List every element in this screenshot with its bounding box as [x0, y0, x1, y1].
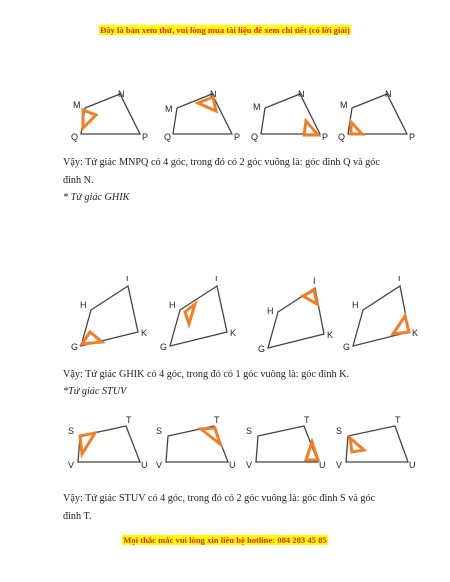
- vertex-label: U: [319, 460, 326, 470]
- ghik-figure-2: [160, 276, 236, 352]
- stuv-figure-row: [60, 412, 420, 472]
- vertex-label: P: [409, 132, 416, 142]
- vertex-label: S: [336, 426, 343, 436]
- vertex-label: N: [385, 89, 392, 99]
- stuv-figure-3: [246, 415, 326, 470]
- mnpq-figure-1: [71, 89, 148, 142]
- stuv-figure-2: [156, 415, 236, 470]
- conclusion-stuv: Vậy: Tứ giác STUV có 4 góc, trong đó có 2 góc vuông là: góc đỉnh S và góc đỉnh T.: [63, 493, 376, 522]
- mnpq-figure-row: [60, 88, 420, 144]
- vertex-label: Q: [71, 132, 79, 142]
- vertex-label: P: [142, 132, 149, 142]
- conclusion-mnpq: Vậy: Tứ giác MNPQ có 4 góc, trong đó có 2 góc vuông là: góc đỉnh Q và góc đỉnh N.: [63, 157, 380, 186]
- vertex-label: I: [398, 276, 401, 283]
- top-notice-text: Đây là bản xem thử, vui lòng mua tài liệu để xem chi tiết (có lời giải): [100, 25, 350, 35]
- vertex-label: T: [214, 415, 220, 425]
- vertex-label: P: [322, 132, 329, 142]
- vertex-label: Q: [251, 132, 259, 142]
- ghik-figure-1: [71, 276, 147, 352]
- vertex-label: H: [169, 300, 176, 310]
- mnpq-figure-2: [164, 89, 240, 142]
- vertex-label: T: [126, 415, 132, 425]
- vertex-label: M: [253, 102, 261, 112]
- vertex-label: M: [340, 100, 348, 110]
- vertex-label: U: [141, 460, 148, 470]
- ghik-figure-4: [343, 276, 418, 352]
- vertex-label: N: [298, 89, 305, 99]
- heading-stuv: *Tứ giác STUV: [63, 386, 127, 397]
- vertex-label: V: [336, 460, 343, 470]
- vertex-label: P: [234, 132, 241, 142]
- vertex-label: N: [118, 89, 125, 99]
- vertex-label: I: [215, 276, 218, 283]
- vertex-label: S: [68, 426, 75, 436]
- ghik-figure-3: [258, 276, 333, 354]
- vertex-label: T: [395, 415, 401, 425]
- vertex-label: U: [229, 460, 236, 470]
- stuv-figure-4: [336, 415, 416, 470]
- vertex-label: U: [409, 460, 416, 470]
- vertex-label: T: [304, 415, 310, 425]
- mnpq-figure-4: [338, 89, 415, 142]
- vertex-label: Q: [338, 132, 346, 142]
- vertex-label: I: [126, 276, 129, 283]
- top-notice: [0, 25, 450, 35]
- vertex-label: M: [165, 104, 173, 114]
- conclusion-ghik: Vậy: Tứ giác GHIK có 4 góc, trong đó có 1 góc vuông là: góc đỉnh K.: [63, 369, 349, 380]
- vertex-label: V: [68, 460, 75, 470]
- ghik-figure-row: [60, 276, 420, 356]
- vertex-label: N: [210, 89, 217, 99]
- stuv-figure-1: [68, 415, 148, 470]
- vertex-label: V: [156, 460, 163, 470]
- vertex-label: G: [343, 342, 351, 352]
- vertex-label: I: [313, 276, 316, 286]
- vertex-label: S: [246, 426, 253, 436]
- vertex-label: K: [141, 328, 148, 338]
- vertex-label: G: [160, 342, 168, 352]
- bottom-notice: [0, 535, 450, 545]
- vertex-label: K: [327, 330, 334, 340]
- vertex-label: H: [267, 306, 274, 316]
- vertex-label: S: [156, 426, 163, 436]
- vertex-label: K: [412, 328, 419, 338]
- vertex-label: M: [73, 100, 81, 110]
- vertex-label: H: [352, 300, 359, 310]
- vertex-label: Q: [164, 132, 172, 142]
- vertex-label: G: [258, 344, 266, 354]
- mnpq-figure-3: [251, 89, 328, 142]
- vertex-label: G: [71, 342, 79, 352]
- vertex-label: H: [80, 300, 87, 310]
- vertex-label: V: [246, 460, 253, 470]
- vertex-label: K: [230, 328, 237, 338]
- bottom-notice-text: Mọi thắc mắc vui lòng xin liên hệ hotline: 084 283 45 85: [123, 535, 327, 545]
- heading-ghik: * Tứ giác GHIK: [63, 192, 130, 203]
